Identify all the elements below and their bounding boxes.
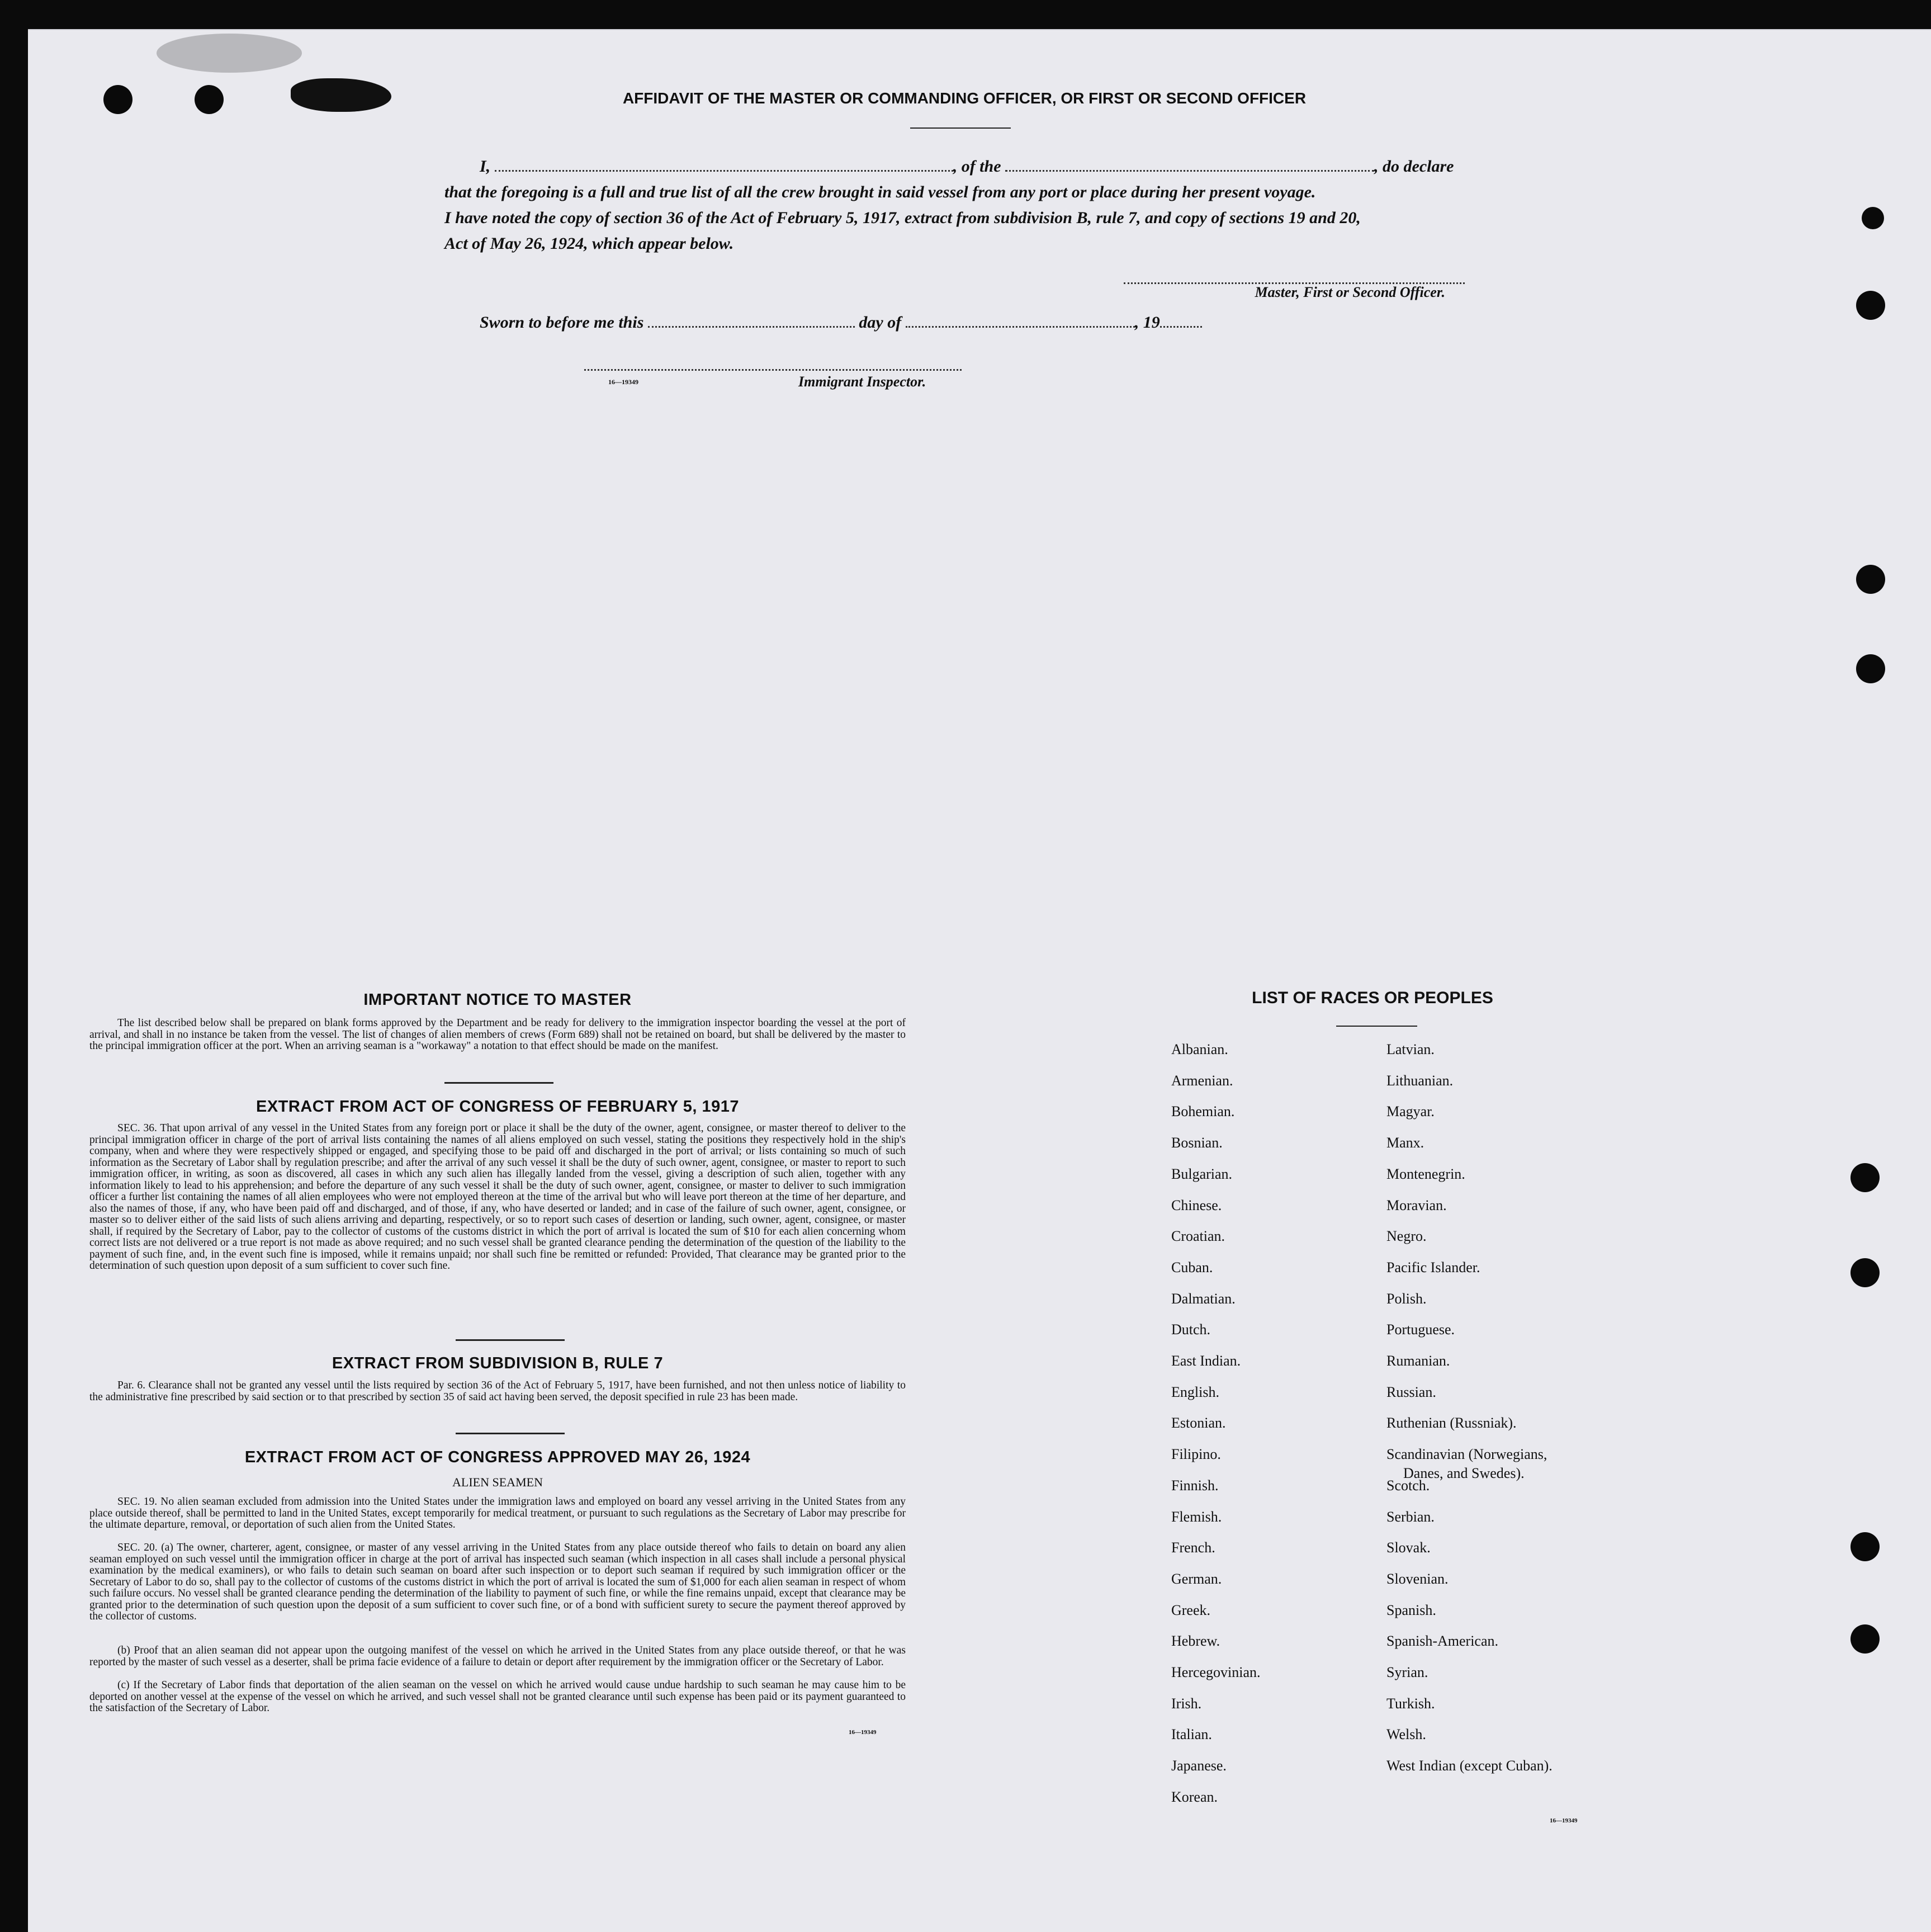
extract-1917-body: SEC. 36. That upon arrival of any vessel in the United States from any foreign port or place it shall be the duty of the owner, agent, consignee, or master thereof to deliver to the principal immigration officer in charge of the port of arrival lists containing the names of all aliens employed on such vessel, stating the positions they respectively hold in the ship's company, when and where they were respectively shipped or engaged, and specifying those to be paid off and discharged in the port of arrival; or lists containing so much of such information as the Secretary of Labor shall by regulation prescribe; and after the arrival of any such vessel it shall be the duty of such owner, agent, consignee, or master to report to such immigration officer, in writing, as soon as discovered, all cases in which any such alien has illegally landed from the vessel, giving a description of such alien, together with any information likely to lead to his apprehension; and before the departure of any such vessel it shall be the duty of such owner, agent, consignee, or master to deliver to such immigration officer a further list containing the names of all alien employees who were not employed thereon at the time of the arrival but who will leave port thereon at the time of her departure, and also the names of those, if any, who have been paid off and discharged, and of those, if any, who have deserted or landed; and in case of the failure of such owner, agent, consignee, or master so to deliver either of the said lists of such aliens arriving and departing, respectively, or so to report such cases of desertion or landing, such owner, agent, consignee, or master shall, if required by the Secretary of Labor, pay to the collector of customs of the customs district in which the port of arrival is located the sum of $10 for each alien concerning whom correct lists are not delivered or a true report is not made as above required; and no such vessel shall be granted clearance pending the determination of the question of the liability to the payment of such fine, and, in the event such fine is imposed, while it remains unpaid; nor shall such fine be remitted or refunded: Provided, That clearance may be granted prior to the determination of such question upon deposit of a sum sufficient to cover such fine. [89,1122,906,1272]
race-item: Ruthenian (Russniak). [1386,1415,1517,1432]
race-item: Armenian. [1171,1072,1233,1089]
race-item: Negro. [1386,1228,1427,1245]
title-rule [910,127,1011,129]
title-rule [1336,1026,1417,1027]
sworn-label: Sworn to before me this [480,313,644,332]
race-item: Dalmatian. [1171,1290,1236,1307]
affidavit-title: AFFIDAVIT OF THE MASTER OR COMMANDING OFFICER, OR FIRST OR SECOND OFFICER [622,89,1307,107]
affidavit-line-4: Act of May 26, 1924, which appear below. [444,234,734,253]
race-item: Latvian. [1386,1041,1435,1057]
race-item: Turkish. [1386,1695,1435,1712]
punch-hole-right-3 [1856,654,1885,683]
extract-1924-title: EXTRACT FROM ACT OF CONGRESS APPROVED MAY 26, 1924 [244,1448,751,1466]
punch-hole-right-4 [1850,1163,1880,1192]
race-item: Bosnian. [1171,1135,1223,1151]
race-item: Scandinavian (Norwegians, [1386,1446,1547,1463]
inspector-label: Immigrant Inspector. [798,374,926,390]
race-item: Spanish. [1386,1602,1436,1618]
extract-1924-subtitle: ALIEN SEAMEN [452,1475,543,1489]
extract-rule7-title: EXTRACT FROM SUBDIVISION B, RULE 7 [332,1354,664,1372]
form-code: 16—19349 [1550,1817,1578,1824]
extract-1924-sec20a: SEC. 20. (a) The owner, charterer, agent, consignee, or master of any vessel arriving in the United States from any place outside thereof who fails to detain on board any alien seaman employed on such vessel until the immigration officer in charge at the port of arrival has inspected such seaman (which inspection in all cases shall include a personal physical examination by the medical examiners), or who fails to detain such seaman on board after such inspection or to deport such seaman if required by such immigration officer or the Secretary of Labor to do so, shall pay to the collector of customs of the customs district in which the port of arrival is located the sum of $1,000 for each alien seaman in respect of whom such failure occurs. No vessel shall be granted clearance pending the determination of the liability to payment of such fine, or while the fine remains unpaid, except that clearance may be granted prior to the determination of such question upon the deposit of a sum sufficient to cover such fine, or of a bond with sufficient surety to secure the payment thereof approved by the collector of customs. [89,1542,906,1622]
punch-hole-right-2 [1856,565,1885,594]
vessel-field[interactable] [1005,166,1374,172]
month-field[interactable] [906,322,1135,328]
affidavit-do-declare: , do declare [1374,157,1454,176]
race-item: Moravian. [1386,1197,1447,1213]
race-item: Serbian. [1386,1508,1435,1525]
race-item: Japanese. [1171,1758,1227,1774]
extract-rule7-body: Par. 6. Clearance shall not be granted any vessel until the lists required by section 36 of the Act of February 5, 1917, have been furnished, and not then unless notice of liability to the administrative fine prescribed by said section or to that prescribed by section 35 of said act having been served, the deposit specified in rule 23 has been made. [89,1380,906,1403]
race-item: Finnish. [1171,1477,1219,1494]
race-item: Croatian. [1171,1228,1225,1245]
punch-hole-right-1 [1856,291,1885,320]
section-rule [456,1339,565,1341]
race-item: Bohemian. [1171,1103,1235,1120]
punch-hole-right-7 [1850,1624,1880,1654]
races-title: LIST OF RACES OR PEOPLES [1252,989,1493,1007]
extract-1924-sec20c: (c) If the Secretary of Labor finds that deportation of the alien seaman on the vessel on which he arrived would cause undue hardship to such seaman he may cause him to be deported on another vessel at the expense of the vessel on which he arrived, and such vessel shall not be granted clearance until such expense has been paid or its payment guaranteed to the satisfaction of the Secretary of Labor. [89,1679,906,1714]
race-item: German. [1171,1570,1222,1587]
affidavit-line-1 [480,154,1486,179]
race-item: Korean. [1171,1788,1218,1805]
day-of-label: day of [859,313,902,332]
race-item: Russian. [1386,1383,1436,1400]
race-item: Slovak. [1386,1539,1431,1556]
inspector-signature-line[interactable] [584,369,962,371]
extract-1924-sec20b: (b) Proof that an alien seaman did not appear upon the outgoing manifest of the vessel on which he arrived in the United States from any place outside thereof, or that he was reported by the master of such vessel as a deserter, shall be prima facie evidence of a failure to detain or deport after requirement by the immigration officer or the Secretary of Labor. [89,1645,906,1668]
race-item: Bulgarian. [1171,1165,1233,1182]
signature-label: Master, First or Second Officer. [1255,284,1445,300]
race-item: Cuban. [1171,1259,1213,1276]
punch-hole-right-5 [1850,1258,1880,1287]
race-item: Albanian. [1171,1041,1228,1057]
race-item: Manx. [1386,1135,1424,1151]
race-item: Dutch. [1171,1321,1211,1338]
race-item: Estonian. [1171,1415,1226,1432]
form-code: 16—19349 [608,378,638,386]
race-item: Hercegovinian. [1171,1664,1261,1680]
race-item: East Indian. [1171,1353,1241,1369]
stain [157,34,302,73]
race-item: West Indian (except Cuban). [1386,1758,1553,1774]
extract-1917-title: EXTRACT FROM ACT OF CONGRESS OF FEBRUARY 5, 1917 [255,1098,740,1116]
affidavit-of-the: , of the [953,157,1001,176]
year-label: , 19 [1134,313,1160,332]
extract-1924-sec19: SEC. 19. No alien seaman excluded from admission into the United States under the immigration laws and employed on board any vessel arriving in the United States from any place outside thereof, shall be permitted to land in the United States, except temporarily for medical treatment, or pursuant to such regulations as the Secretary of Labor may prescribe for the ultimate departure, removal, or deportation of such alien from the United States. [89,1496,906,1531]
race-item: Polish. [1386,1290,1427,1307]
race-item: Irish. [1171,1695,1202,1712]
race-item: Syrian. [1386,1664,1428,1680]
punch-hole-right-top [1862,207,1884,229]
race-item: French. [1171,1539,1215,1556]
race-item: Scotch. [1386,1477,1430,1494]
race-item: Rumanian. [1386,1353,1450,1369]
race-item: Flemish. [1171,1508,1222,1525]
name-field[interactable] [495,166,953,172]
race-item: Montenegrin. [1386,1165,1465,1182]
form-code: 16—19349 [849,1729,877,1736]
section-rule [444,1082,553,1084]
race-item: Portuguese. [1386,1321,1455,1338]
year-field[interactable] [1160,322,1202,328]
punch-hole-left-2 [195,85,224,114]
race-item: Danes, and Swedes). [1403,1465,1525,1482]
race-item: Hebrew. [1171,1633,1220,1650]
race-item: English. [1171,1383,1219,1400]
punch-hole-left-1 [103,85,132,114]
notice-body: The list described below shall be prepared on blank forms approved by the Department and be ready for delivery to the immigration inspector boarding the vessel at the port of arrival, and shall in no instance be taken from the vessel. The list of changes of alien members of crews (Form 689) shall not be retained on board, but shall be delivered by the master to the principal immigration officer at the port. When an arriving seaman is a "workaway" a notation to that effect should be made on the manifest. [89,1017,906,1052]
affidavit-line-3: I have noted the copy of section 36 of the Act of February 5, 1917, extract from subdivision B, rule 7, and copy of sections 19 and 20, [444,209,1361,227]
race-item: Spanish-American. [1386,1633,1499,1650]
sworn-line [480,313,1202,332]
race-item: Chinese. [1171,1197,1222,1213]
race-item: Welsh. [1386,1726,1426,1743]
notice-title: IMPORTANT NOTICE TO MASTER [363,991,632,1009]
race-item: Slovenian. [1386,1570,1449,1587]
race-item: Magyar. [1386,1103,1435,1120]
affidavit-line-2: that the foregoing is a full and true list of all the crew brought in said vessel from any port or place during her present voyage. [444,183,1316,201]
race-item: Italian. [1171,1726,1212,1743]
day-field[interactable] [648,322,855,328]
affidavit-i: I, [480,157,491,176]
punch-hole-right-6 [1850,1532,1880,1561]
race-item: Pacific Islander. [1386,1259,1480,1276]
race-item: Filipino. [1171,1446,1221,1463]
race-item: Lithuanian. [1386,1072,1454,1089]
section-rule [456,1433,565,1434]
race-item: Greek. [1171,1602,1211,1618]
